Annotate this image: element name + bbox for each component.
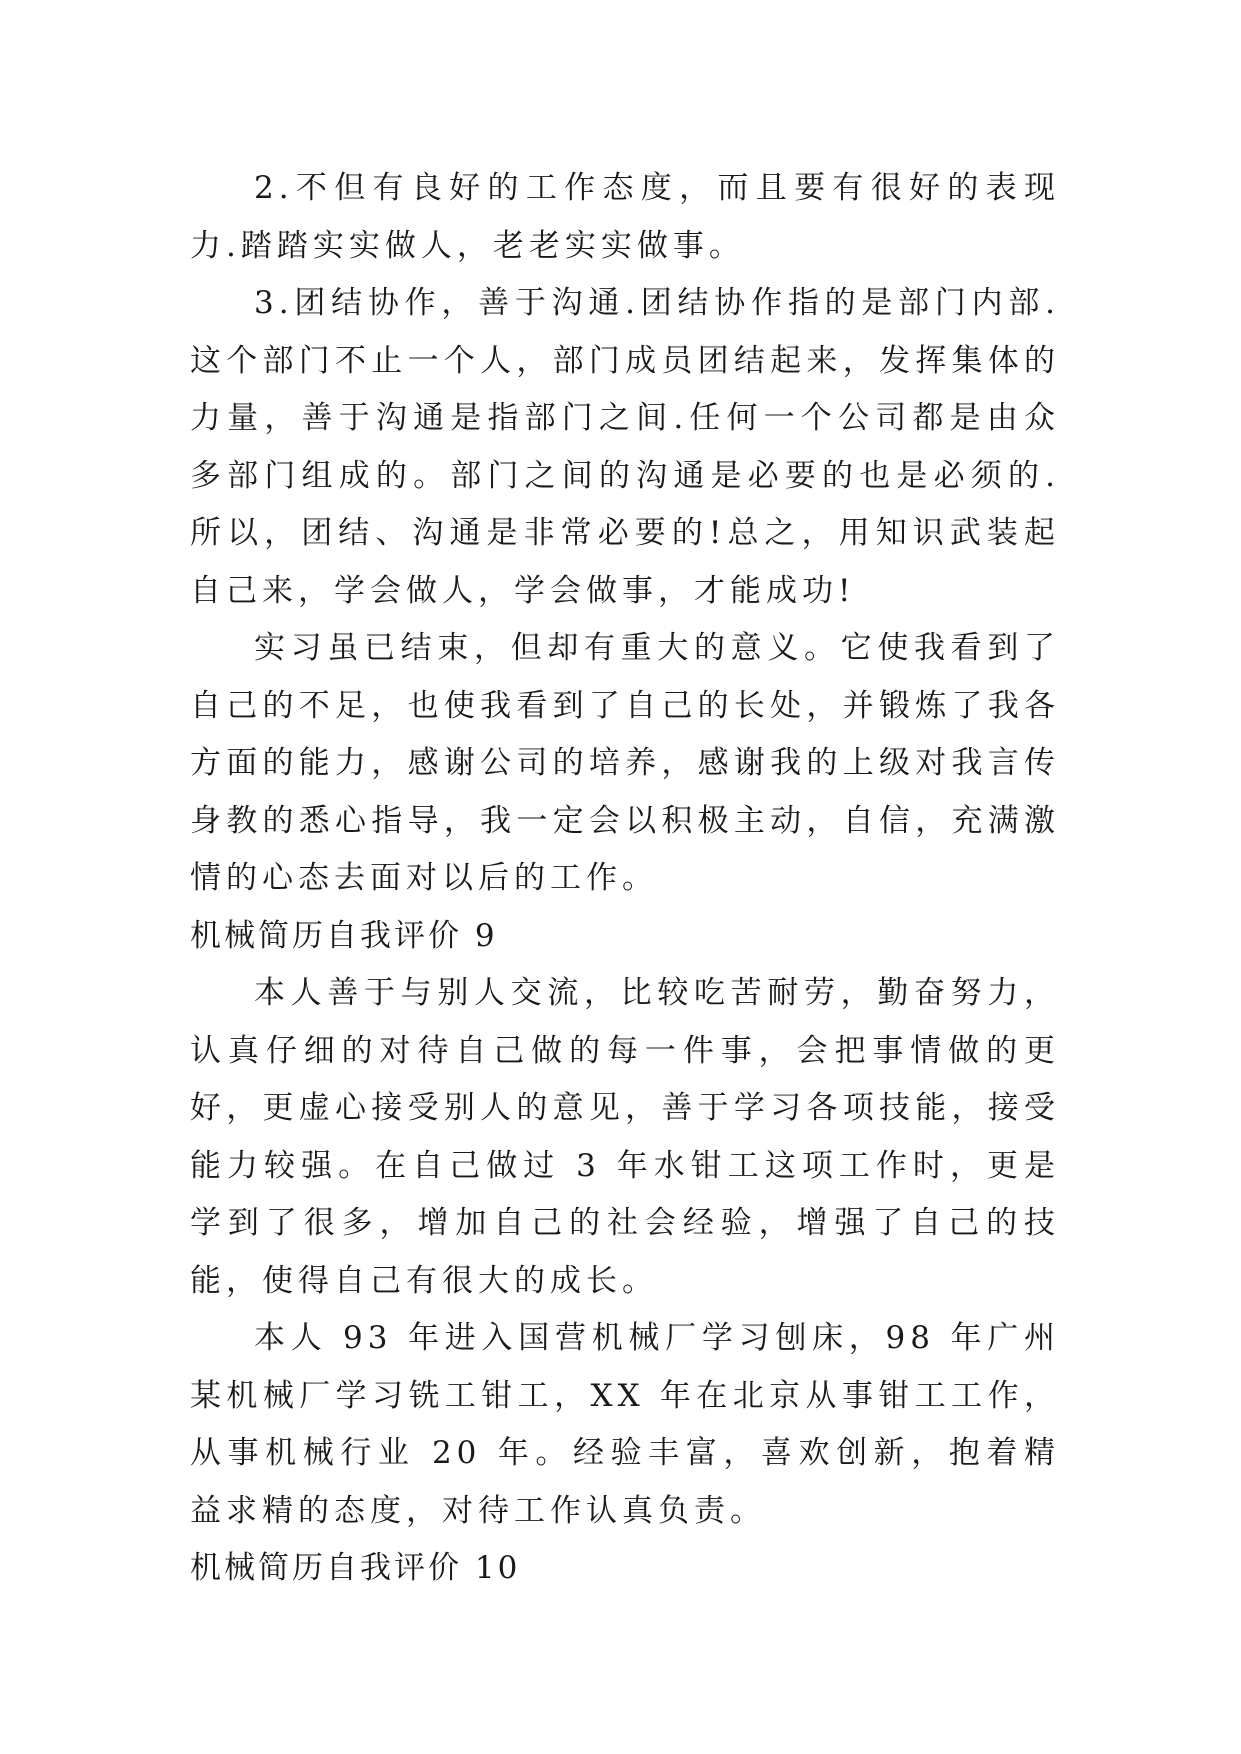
paragraph-teamwork: 3.团结协作，善于沟通.团结协作指的是部门内部.这个部门不止一个人，部门成员团结起来，发挥集体的力量，善于沟通是指部门之间.任何一个公司都是由众多部门组成的。部门之间的沟通是必要的也是必须的.所以，团结、沟通是非常必要的!总之，用知识武装起自己来，学会做人，学会做事，才能成功! [190, 285, 1060, 609]
paragraph-self-evaluation-9a: 本人善于与别人交流，比较吃苦耐劳，勤奋努力，认真仔细的对待自己做的每一件事，会把事情做的更好，更虚心接受别人的意见，善于学习各项技能，接受能力较强。在自己做过 3 年水钳工这项工作时，更是学到了很多，增加自己的社会经验，增强了自己的技能，使得自己有很大的成长。 [190, 975, 1060, 1299]
paragraph-work-attitude: 2.不但有良好的工作态度，而且要有很好的表现力.踏踏实实做人，老老实实做事。 [190, 170, 1060, 264]
paragraph-internship-summary: 实习虽已结束，但却有重大的意义。它使我看到了自己的不足，也使我看到了自己的长处，并锻炼了我各方面的能力，感谢公司的培养，感谢我的上级对我言传身教的悉心指导，我一定会以积极主动，自信，充满激情的心态去面对以后的工作。 [190, 630, 1060, 896]
paragraph-self-evaluation-9b: 本人 93 年进入国营机械厂学习刨床，98 年广州某机械厂学习铣工钳工，XX 年在北京从事钳工工作，从事机械行业 20 年。经验丰富，喜欢创新，抱着精益求精的态度，对待工作认真负责。 [190, 1320, 1060, 1529]
section-heading-10: 机械简历自我评价 10 [190, 1550, 521, 1586]
section-heading-9: 机械简历自我评价 9 [190, 917, 498, 954]
document-body [190, 160, 1060, 1598]
